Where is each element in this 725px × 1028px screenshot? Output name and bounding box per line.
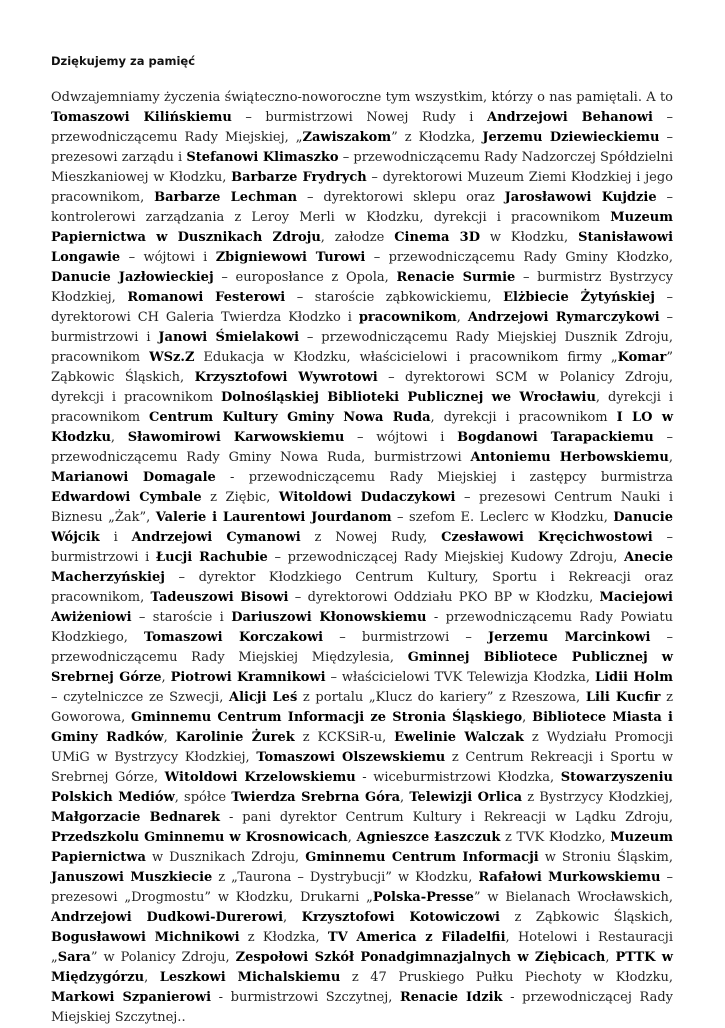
bold-name: Gminnemu Centrum Informacji: [305, 850, 539, 865]
bold-name: Telewizji Orlica: [409, 790, 523, 805]
bold-name: Lili Kucfir: [585, 690, 661, 705]
body-text: ” w Bielanach Wrocławskich,: [473, 890, 673, 905]
body-text: – właścicielowi TVK Telewizja Kłodzka,: [325, 670, 595, 685]
bold-name: Andrzejowi Cymanowi: [131, 530, 301, 545]
body-text: ,: [347, 830, 357, 845]
bold-name: Sara: [57, 950, 91, 965]
bold-name: Andrzejowi Rymarczykowi: [467, 310, 660, 325]
body-text: z Wydziału Promocji UMiG w Bystrzycy Kłodzkiej,: [51, 730, 674, 765]
body-text: , spółce: [174, 790, 232, 805]
body-text: - przewodniczącej Rady Miejskiej Szczytnej..: [51, 990, 673, 1025]
bold-name: Barbarze Frydrych: [231, 170, 367, 185]
bold-name: Agnieszce Łaszczuk: [356, 830, 501, 845]
body-text: – burmistrzowi i: [51, 530, 673, 565]
body-text: ,: [605, 950, 616, 965]
bold-name: Andrzejowi Dudkowi-Durerowi: [51, 910, 284, 925]
bold-name: Piotrowi Kramnikowi: [170, 670, 326, 685]
body-text: – staroście i: [131, 610, 232, 625]
bold-name: Dariuszowi Kłonowskiemu: [231, 610, 427, 625]
bold-name: Przedszkolu Gminnemu w Krosnowicach: [51, 830, 348, 845]
bold-name: Czesławowi Kręcichwostowi: [441, 530, 653, 545]
body-text: ,: [400, 790, 410, 805]
bold-name: I LO w Kłodzku: [51, 410, 674, 445]
body-text: , Hotelowi i Restauracji „: [51, 930, 673, 965]
body-text: – dyrektorowi SCM w Polanicy Zdroju, dyrekcji i pracownikom: [51, 370, 673, 405]
bold-name: Komar: [617, 350, 667, 365]
body-text: , dyrekcji i pracownikom: [430, 410, 617, 425]
body-text: Odwzajemniamy życzenia świąteczno-noworoczne tym wszystkim, którzy o nas pamiętali. A to: [51, 90, 673, 105]
body-text: , dyrekcji i pracownikom: [51, 390, 674, 425]
body-text: – prezesowi zarządu i: [51, 130, 673, 165]
body-text: ,: [668, 450, 673, 465]
bold-name: Andrzejowi Behanowi: [487, 110, 653, 125]
bold-name: Danucie Wójcik: [51, 510, 673, 545]
body-text: – przewodniczącemu Rady Nadzorczej Spółdzielni Mieszkaniowej w Kłodzku,: [51, 150, 674, 185]
body-text: - pani dyrektor Centrum Kultury i Rekreacji w Lądku Zdroju,: [220, 810, 673, 825]
body-text: – przewodniczącemu Rady Gminy Kłodzko,: [365, 250, 673, 265]
body-text: ,: [522, 710, 533, 725]
bold-name: Elżbiecie Żytyńskiej: [503, 290, 655, 305]
body-text: - przewodniczącemu Rady Powiatu Kłodzkiego,: [51, 610, 673, 645]
body-text: – burmistrzowi i: [51, 310, 674, 345]
body-text: – dyrektorowi Muzeum Ziemi Kłodzkiej i jego pracownikom,: [51, 170, 673, 205]
bold-name: Janowi Śmielakowi: [158, 330, 300, 345]
bold-name: Muzeum Papiernictwa: [51, 830, 673, 865]
bold-name: Tomaszowi Korczakowi: [144, 630, 324, 645]
bold-name: WSz.Z: [149, 350, 195, 365]
bold-name: Witoldowi Dudaczykowi: [278, 490, 456, 505]
body-text: w Kłodzku,: [479, 230, 579, 245]
bold-name: Valerie i Laurentowi Jourdanom: [155, 510, 392, 525]
bold-name: Bogdanowi Tarapackiemu: [457, 430, 654, 445]
bold-name: Anecie Macherzyńskiej: [51, 550, 673, 585]
body-text: – przewodniczącemu Rady Miejskiej Dusznik Zdroju, pracownikom: [51, 330, 674, 365]
body-text: z Nowej Rudy,: [300, 530, 442, 545]
body-text: z 47 Pruskiego Pułku Piechoty w Kłodzku,: [340, 970, 674, 985]
body-text: z Centrum Rekreacji i Sportu w Srebrnej Górze,: [51, 750, 673, 785]
bold-name: Witoldowi Krzelowskiemu: [164, 770, 356, 785]
body-text: ,: [161, 670, 171, 685]
bold-name: Zawiszakom: [302, 130, 392, 145]
body-text: – przewodniczącej Rady Miejskiej Kudowy Zdroju,: [267, 550, 625, 565]
body-text: z Kłodzka,: [239, 930, 328, 945]
body-text: - przewodniczącemu Rady Miejskiej i zastępcy burmistrza: [215, 470, 673, 485]
body-text: – europosłance z Opola,: [213, 270, 397, 285]
body-text: – przewodniczącemu Rady Gminy Nowa Ruda, burmistrzowi: [51, 430, 673, 465]
bold-name: Januszowi Muszkiecie: [51, 870, 213, 885]
body-text: – wójtowi i: [344, 430, 458, 445]
article-body: [51, 88, 673, 1028]
bold-name: Zespołowi Szkół Ponadgimnazjalnych w Ziębicach: [235, 950, 606, 965]
bold-name: Bogusławowi Michnikowi: [51, 930, 240, 945]
body-text: Edukacja w Kłodzku, właścicielowi i pracownikom firmy „: [194, 350, 618, 365]
body-text: – przewodniczącemu Rady Miejskiej, „: [51, 110, 674, 145]
bold-name: Cinema 3D: [394, 230, 480, 245]
bold-name: Zbigniewowi Turowi: [215, 250, 366, 265]
bold-name: Stefanowi Klimaszko: [186, 150, 339, 165]
bold-name: Karolinie Żurek: [175, 730, 295, 745]
body-text: – kontrolerowi zarządzania z Leroy Merli w Kłodzku, dyrekcji i pracownikom: [51, 190, 673, 225]
bold-name: Jerzemu Marcinkowi: [487, 630, 651, 645]
body-text: – burmistrzowi Nowej Rudy i: [231, 110, 488, 125]
body-text: ,: [144, 970, 160, 985]
bold-name: Marianowi Domagale: [51, 470, 216, 485]
body-text: – przewodniczącemu Rady Miejskiej Międzylesia,: [51, 630, 673, 665]
body-text: – prezesowi „Drogmostu” w Kłodzku, Drukarni „: [51, 870, 673, 905]
bold-name: Ewelinie Walczak: [394, 730, 524, 745]
body-text: z „Taurona – Dystrybucji” w Kłodzku,: [212, 870, 479, 885]
body-text: – czytelniczce ze Szwecji,: [51, 690, 229, 705]
bold-name: Małgorzacie Bednarek: [51, 810, 221, 825]
body-text: ,: [110, 430, 128, 445]
bold-name: Gminnej Bibliotece Publicznej w Srebrnej Górze: [51, 650, 673, 685]
body-text: – dyrektor Kłodzkiego Centrum Kultury, Sportu i Rekreacji oraz pracownikom,: [51, 570, 673, 605]
body-text: – dyrektorowi CH Galeria Twierdza Kłodzko i: [51, 290, 673, 325]
body-text: z Ząbkowic Śląskich,: [499, 910, 673, 925]
bold-name: Tadeuszowi Bisowi: [150, 590, 289, 605]
body-text: ,: [456, 310, 468, 325]
bold-name: Barbarze Lechman: [154, 190, 298, 205]
bold-name: Sławomirowi Karwowskiemu: [127, 430, 345, 445]
bold-name: Rafałowi Murkowskiemu: [478, 870, 661, 885]
body-text: ” Ząbkowic Śląskich,: [51, 350, 673, 385]
bold-name: Lidii Holm: [594, 670, 673, 685]
bold-name: Stowarzyszeniu Polskich Mediów: [51, 770, 674, 805]
article: [51, 54, 673, 1028]
bold-name: Jerzemu Dziewieckiemu: [482, 130, 660, 145]
body-text: z Ziębic,: [201, 490, 279, 505]
body-text: – burmistrz Bystrzycy Kłodzkiej,: [51, 270, 673, 305]
bold-name: Gminnemu Centrum Informacji ze Stronia Śląskiego: [131, 710, 523, 725]
body-text: – staroście ząbkowickiemu,: [285, 290, 504, 305]
bold-name: Krzysztofowi Wywrotowi: [194, 370, 378, 385]
body-text: – burmistrzowi –: [323, 630, 488, 645]
bold-name: Krzysztofowi Kotowiczowi: [301, 910, 500, 925]
bold-name: Renacie Surmie: [396, 270, 516, 285]
bold-name: Danucie Jazłowieckiej: [51, 270, 214, 285]
bold-name: Leszkowi Michalskiemu: [159, 970, 341, 985]
bold-name: Edwardowi Cymbale: [51, 490, 202, 505]
body-text: z Goworowa,: [51, 690, 674, 725]
bold-name: Jarosławowi Kujdzie: [504, 190, 657, 205]
body-text: , załodze: [320, 230, 395, 245]
bold-name: Muzeum Papiernictwa w Dusznikach Zdroju: [51, 210, 673, 245]
bold-name: Bibliotece Miasta i Gminy Radków: [51, 710, 673, 745]
bold-name: Romanowi Festerowi: [127, 290, 286, 305]
body-text: – dyrektorowi sklepu oraz: [297, 190, 505, 205]
bold-name: PTTK w Międzygórzu: [51, 950, 673, 985]
body-text: ” z Kłodzka,: [391, 130, 483, 145]
bold-name: pracownikom: [358, 310, 457, 325]
body-text: z portalu „Klucz do kariery” z Rzeszowa,: [297, 690, 586, 705]
body-text: – wójtowi i: [120, 250, 216, 265]
body-text: z TVK Kłodzko,: [500, 830, 611, 845]
body-text: z KCKSiR-u,: [294, 730, 395, 745]
body-text: i: [99, 530, 132, 545]
bold-name: Stanisławowi Longawie: [51, 230, 674, 265]
bold-name: Dolnośląskiej Biblioteki Publicznej we Wrocławiu: [221, 390, 596, 405]
bold-name: Twierdza Srebrna Góra: [231, 790, 401, 805]
body-text: – dyrektorowi Oddziału PKO BP w Kłodzku,: [288, 590, 600, 605]
article-heading: Dziękujemy za pamięć: [51, 54, 196, 68]
body-text: ,: [283, 910, 302, 925]
body-text: w Dusznikach Zdroju,: [145, 850, 306, 865]
bold-name: Centrum Kultury Gminy Nowa Ruda: [149, 410, 431, 425]
body-text: – prezesowi Centrum Nauki i Biznesu „Żak”,: [51, 490, 674, 525]
bold-name: Polska-Presse: [372, 890, 474, 905]
body-text: ,: [163, 730, 176, 745]
body-text: z Bystrzycy Kłodzkiej,: [522, 790, 674, 805]
body-text: w Stroniu Śląskim,: [538, 850, 673, 865]
bold-name: Tomaszowi Kilińskiemu: [51, 110, 232, 125]
bold-name: Alicji Leś: [228, 690, 298, 705]
bold-name: Tomaszowi Olszewskiemu: [256, 750, 446, 765]
body-text: ” w Polanicy Zdroju,: [90, 950, 236, 965]
bold-name: Renacie Idzik: [399, 990, 503, 1005]
bold-name: Antoniemu Herbowskiemu: [470, 450, 669, 465]
body-text: – szefom E. Leclerc w Kłodzku,: [391, 510, 614, 525]
bold-name: Maciejowi Awiżeniowi: [51, 590, 673, 625]
bold-name: TV America z Filadelfii: [327, 930, 506, 945]
bold-name: Markowi Szpanierowi: [51, 990, 212, 1005]
bold-name: Łucji Rachubie: [155, 550, 268, 565]
body-text: - wiceburmistrzowi Kłodzka,: [355, 770, 561, 785]
body-text: - burmistrzowi Szczytnej,: [211, 990, 400, 1005]
